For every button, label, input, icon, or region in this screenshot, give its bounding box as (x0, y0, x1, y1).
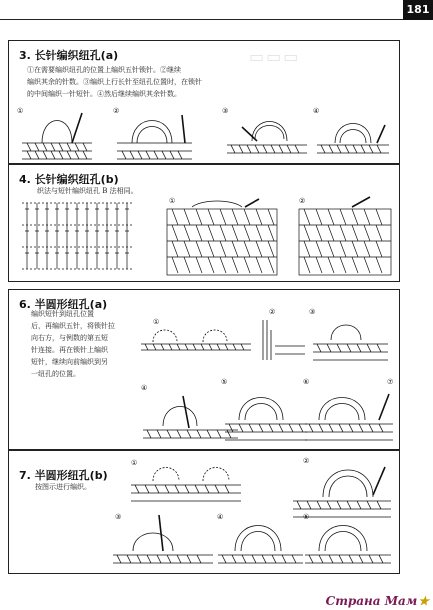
section-7-diagrams (13, 455, 397, 573)
marker-6: ⑥ (303, 378, 310, 386)
section-6-line-5: 短针，继续向前编织到另 (31, 358, 108, 366)
section-7 (8, 450, 400, 574)
section-7-line-1: 按图示进行编织。 (35, 483, 91, 491)
section-6 (8, 289, 400, 450)
section-3-diagrams (17, 103, 393, 161)
section-4 (8, 164, 400, 282)
faded-heading-decoration: ▭▭▭ (249, 47, 301, 66)
marker-2: ② (269, 308, 276, 316)
section-3-title: 3. 长针编织纽孔(a) (19, 49, 119, 62)
marker-4: ④ (141, 384, 148, 392)
section-6-line-2: 后，再编织五针，将锁针拉 (31, 322, 115, 330)
marker-3: ③ (115, 513, 122, 521)
section-3-line-1: ①在需要编织纽孔的位置上编织五针锁针。②继续 (27, 66, 181, 74)
watermark-text: Страна Мам (325, 594, 418, 608)
section-4-figure (17, 195, 397, 281)
marker-1: ① (17, 107, 24, 115)
marker-1: ① (131, 459, 138, 467)
section-7-figure (13, 455, 397, 573)
section-4-title: 4. 长针编织纽孔(b) (19, 173, 119, 186)
marker-1: ① (169, 197, 176, 205)
section-4-diagrams (17, 195, 397, 281)
section-4-line-1: 织法与短针编织纽孔 B 法相同。 (37, 187, 138, 195)
marker-3: ③ (309, 308, 316, 316)
marker-2: ② (303, 457, 310, 465)
marker-4: ④ (313, 107, 320, 115)
section-3-line-3: 的中间编织一针短针。④然后继续编织其余针数。 (27, 90, 181, 98)
section-3-text (27, 64, 267, 100)
section-7-title: 7. 半圆形纽孔(b) (19, 469, 108, 482)
section-6-line-4: 针连接。再在锁针上编织 (31, 346, 108, 354)
marker-7: ⑦ (387, 378, 394, 386)
section-6-title: 6. 半圆形纽孔(a) (19, 298, 108, 311)
marker-4: ④ (217, 513, 224, 521)
section-6-line-1: 编织短针到纽孔位置 (31, 310, 94, 318)
page-number: 181 (403, 0, 433, 20)
section-6-diagrams (13, 300, 397, 448)
section-6-line-6: 一纽孔的位置。 (31, 370, 80, 378)
marker-5: ⑤ (221, 378, 228, 386)
section-3 (8, 40, 400, 164)
header-rule (0, 19, 403, 20)
section-6-figure (13, 300, 397, 448)
watermark-logo (326, 594, 429, 608)
marker-5: ⑤ (303, 513, 310, 521)
section-6-line-3: 向右方，与例数的第五短 (31, 334, 108, 342)
section-3-figure (17, 103, 393, 161)
marker-2: ② (113, 107, 120, 115)
marker-3: ③ (222, 107, 229, 115)
marker-2: ② (299, 197, 306, 205)
star-icon: ★ (418, 594, 429, 608)
section-3-line-2: 编织其余的针数。③编织上行长针至纽孔位置时，在锁针 (27, 78, 202, 86)
marker-1: ① (153, 318, 160, 326)
